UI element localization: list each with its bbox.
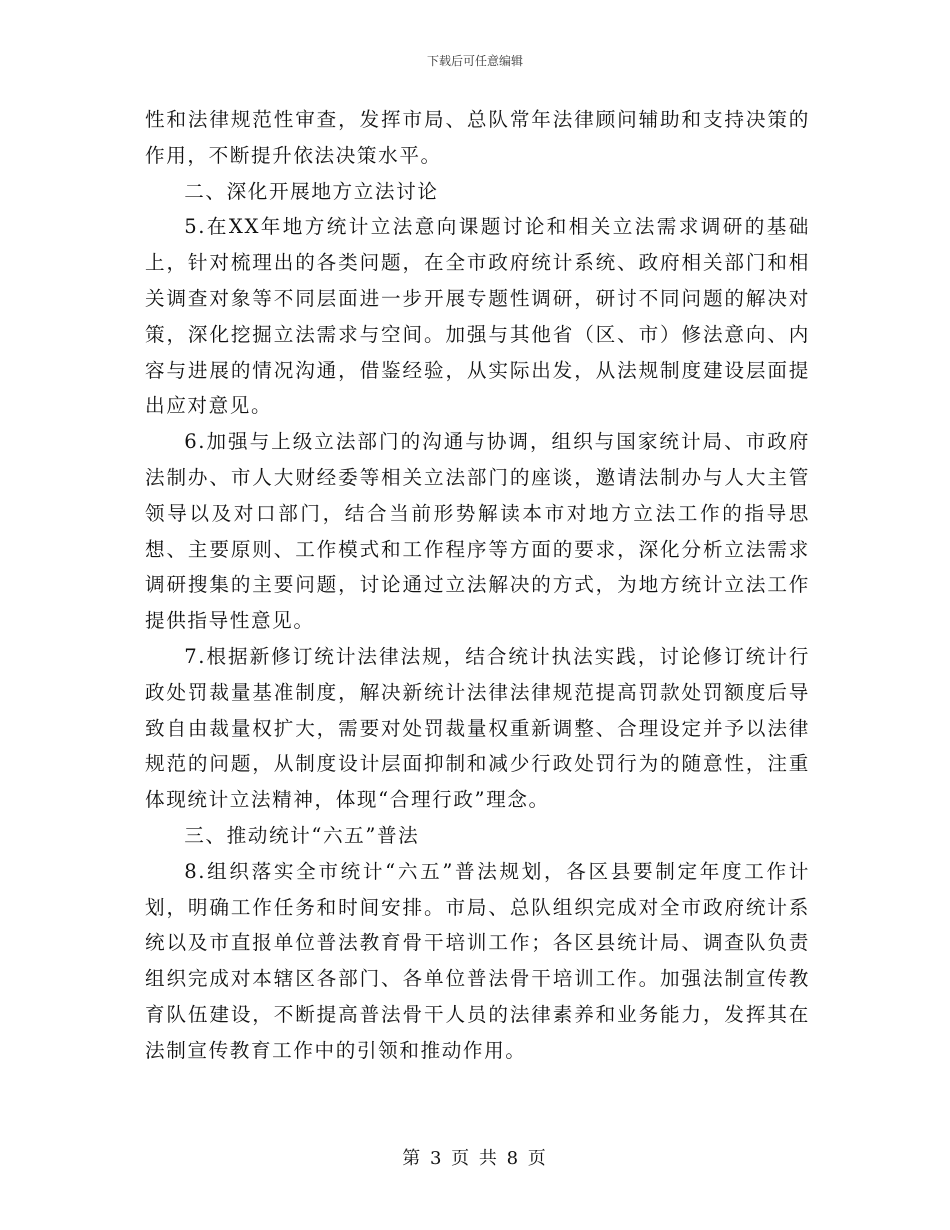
document-body xyxy=(145,102,810,1069)
paragraph-item-6: 6.加强与上级立法部门的沟通与协调，组织与国家统计局、市政府法制办、市人大财经委等相关立法部门的座谈，邀请法制办与人大主管领导以及对口部门，结合当前形势解读本市对地方立法工作的指导思想、主要原则、工作模式和工作程序等方面的要求，深化分析立法需求调研搜集的主要问题，讨论通过立法解决的方式，为地方统计立法工作提供指导性意见。 xyxy=(145,430,810,633)
page-header: 下载后可任意编辑 xyxy=(426,54,523,68)
paragraph-item-8: 8.组织落实全市统计“六五”普法规划，各区县要制定年度工作计划，明确工作任务和时间安排。市局、总队组织完成对全市政府统计系统以及市直报单位普法教育骨干培训工作；各区县统计局、调查队负责组织完成对本辖区各部门、各单位普法骨干培训工作。加强法制宣传教育队伍建设，不断提高普法骨干人员的法律素养和业务能力，发挥其在法制宣传教育工作中的引领和推动作用。 xyxy=(145,859,810,1062)
section-heading-3: 三、推动统计“六五”普法 xyxy=(184,823,420,847)
paragraph-item-7: 7.根据新修订统计法律法规，结合统计执法实践，讨论修订统计行政处罚裁量基准制度，解决新统计法律法律规范提高罚款处罚额度后导致自由裁量权扩大，需要对处罚裁量权重新调整、合理设定并予以法律规范的问题，从制度设计层面抑制和减少行政处罚行为的随意性，注重体现统计立法精神，体现“合理行政”理念。 xyxy=(145,644,810,812)
paragraph-item-5: 5.在XX年地方统计立法意向课题讨论和相关立法需求调研的基础上，针对梳理出的各类问题，在全市政府统计系统、政府相关部门和相关调查对象等不同层面进一步开展专题性调研，研讨不同问题的解决对策，深化挖掘立法需求与空间。加强与其他省（区、市）修法意向、内容与进展的情况沟通，借鉴经验，从实际出发，从法规制度建设层面提出应对意见。 xyxy=(145,215,810,418)
section-heading-2: 二、深化开展地方立法讨论 xyxy=(184,179,439,203)
page-number-footer: 第 3 页 共 8 页 xyxy=(402,1148,548,1169)
paragraph-continuation: 性和法律规范性审查，发挥市局、总队常年法律顾问辅助和支持决策的作用，不断提升依法决策水平。 xyxy=(145,108,810,167)
